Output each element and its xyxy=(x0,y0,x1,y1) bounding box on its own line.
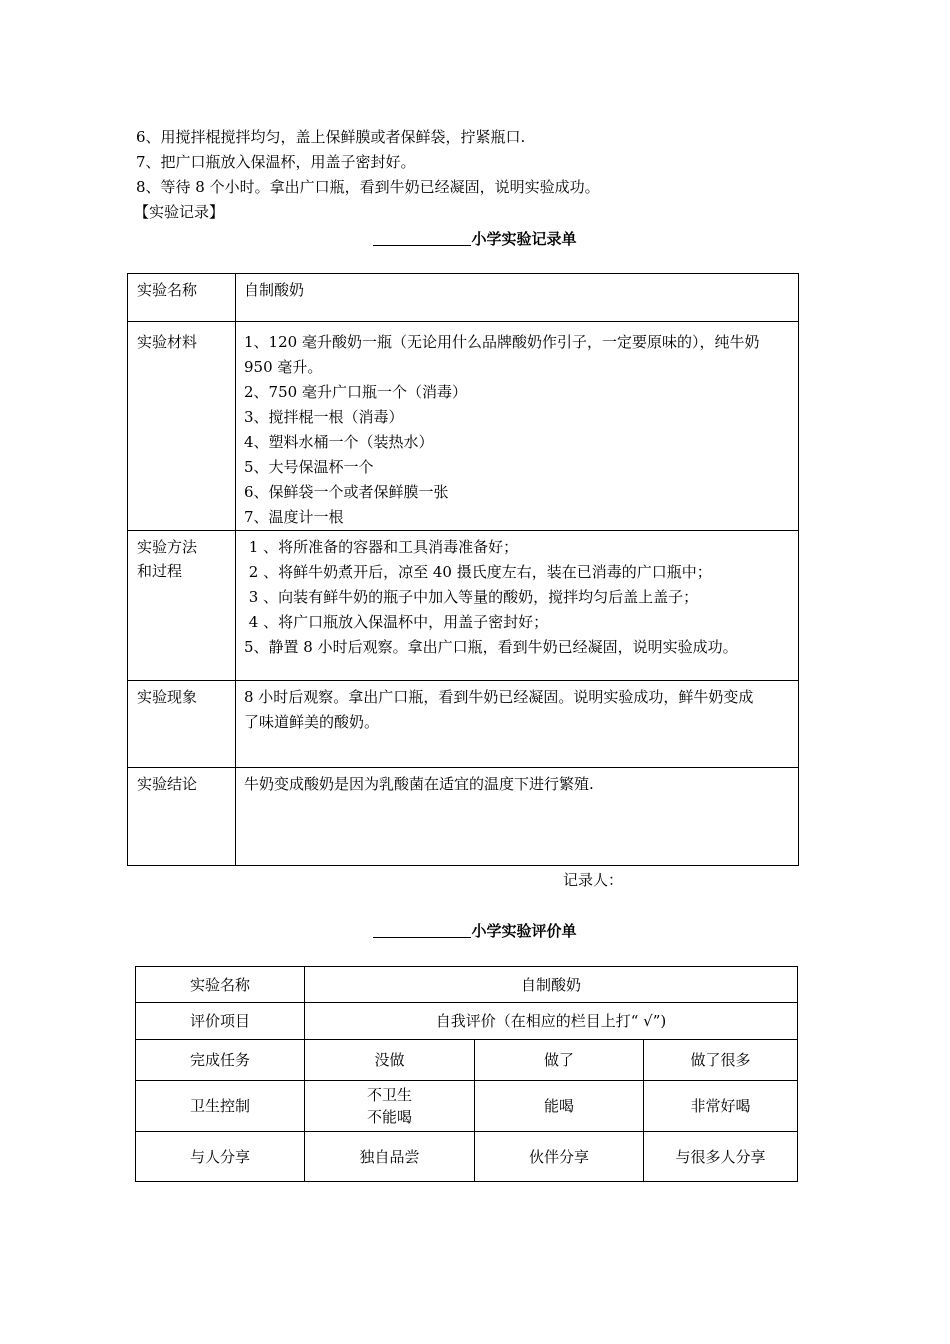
school-name-blank xyxy=(373,230,471,246)
row-value-method: 1 、将所准备的容器和工具消毒准备好； 2 、将鲜牛奶煮开后，凉至 40 摄氏度左右，装在已消毒的广口瓶中； 3 、向装有鲜牛奶的瓶子中加入等量的酸奶，搅拌均匀后盖上盖子； 4 、将广口瓶放入保温杯中，用盖子密封好； 5、静置 8 小时后观察。拿出广口瓶，看到牛奶已经凝固，说明实验成功。 xyxy=(236,531,799,681)
record-sheet-title: 小学实验记录单 xyxy=(0,228,950,249)
step-7: 7、把广口瓶放入保温杯，用盖子密封好。 xyxy=(136,153,416,171)
recorder-label: 记录人： xyxy=(563,871,624,889)
table-row xyxy=(128,274,799,322)
row-value-name: 自制酸奶 xyxy=(236,274,799,322)
eval-name-label: 实验名称 xyxy=(136,967,305,1003)
eval-name-value: 自制酸奶 xyxy=(305,967,798,1003)
row-label-materials: 实验材料 xyxy=(128,322,236,531)
row-value-materials: 1、120 毫升酸奶一瓶（无论用什么品牌酸奶作引子，一定要原味的），纯牛奶 950 毫升。 2、750 毫升广口瓶一个（消毒） 3、搅拌棍一根（消毒） 4、塑料水桶一个（装热水） 5、大号保温杯一个 6、保鲜袋一个或者保鲜膜一张 7、温度计一根 xyxy=(236,322,799,531)
row-label-method: 实验方法 和过程 xyxy=(128,531,236,681)
table-row xyxy=(128,768,799,866)
eval-option-cell[interactable]: 做了很多 xyxy=(644,1040,798,1081)
evaluation-table xyxy=(135,966,798,1182)
eval-option-cell[interactable]: 不卫生 不能喝 xyxy=(305,1081,475,1132)
eval-row-label: 与人分享 xyxy=(136,1132,305,1182)
table-row xyxy=(136,967,798,1003)
school-name-blank xyxy=(373,922,471,938)
table-row xyxy=(136,1132,798,1182)
evaluation-sheet-title: 小学实验评价单 xyxy=(0,920,950,941)
eval-row-label: 完成任务 xyxy=(136,1040,305,1081)
table-row xyxy=(128,681,799,768)
eval-item-value: 自我评价（在相应的栏目上打“ √”) xyxy=(305,1003,798,1040)
row-value-conclusion: 牛奶变成酸奶是因为乳酸菌在适宜的温度下进行繁殖. xyxy=(236,768,799,866)
eval-option-cell[interactable]: 与很多人分享 xyxy=(644,1132,798,1182)
table-row xyxy=(136,1081,798,1132)
row-value-phenomenon: 8 小时后观察。拿出广口瓶，看到牛奶已经凝固。说明实验成功，鲜牛奶变成 了味道鲜美的酸奶。 xyxy=(236,681,799,768)
table-row xyxy=(136,1003,798,1040)
eval-option-cell[interactable]: 做了 xyxy=(475,1040,644,1081)
step-6: 6、用搅拌棍搅拌均匀，盖上保鲜膜或者保鲜袋，拧紧瓶口. xyxy=(136,128,526,146)
eval-row-label: 卫生控制 xyxy=(136,1081,305,1132)
eval-option-cell[interactable]: 非常好喝 xyxy=(644,1081,798,1132)
eval-option-cell[interactable]: 能喝 xyxy=(475,1081,644,1132)
row-label-phenomenon: 实验现象 xyxy=(128,681,236,768)
table-row xyxy=(128,322,799,531)
row-label-conclusion: 实验结论 xyxy=(128,768,236,866)
eval-option-cell[interactable]: 没做 xyxy=(305,1040,475,1081)
step-8: 8、等待 8 个小时。拿出广口瓶，看到牛奶已经凝固，说明实验成功。 xyxy=(136,178,600,196)
row-label-name: 实验名称 xyxy=(128,274,236,322)
eval-option-cell[interactable]: 伙伴分享 xyxy=(475,1132,644,1182)
experiment-record-table xyxy=(127,273,799,866)
procedure-steps xyxy=(136,125,856,225)
table-row xyxy=(136,1040,798,1081)
eval-option-cell[interactable]: 独自品尝 xyxy=(305,1132,475,1182)
section-heading-record: 【实验记录】 xyxy=(134,203,225,221)
table-row xyxy=(128,531,799,681)
eval-item-label: 评价项目 xyxy=(136,1003,305,1040)
